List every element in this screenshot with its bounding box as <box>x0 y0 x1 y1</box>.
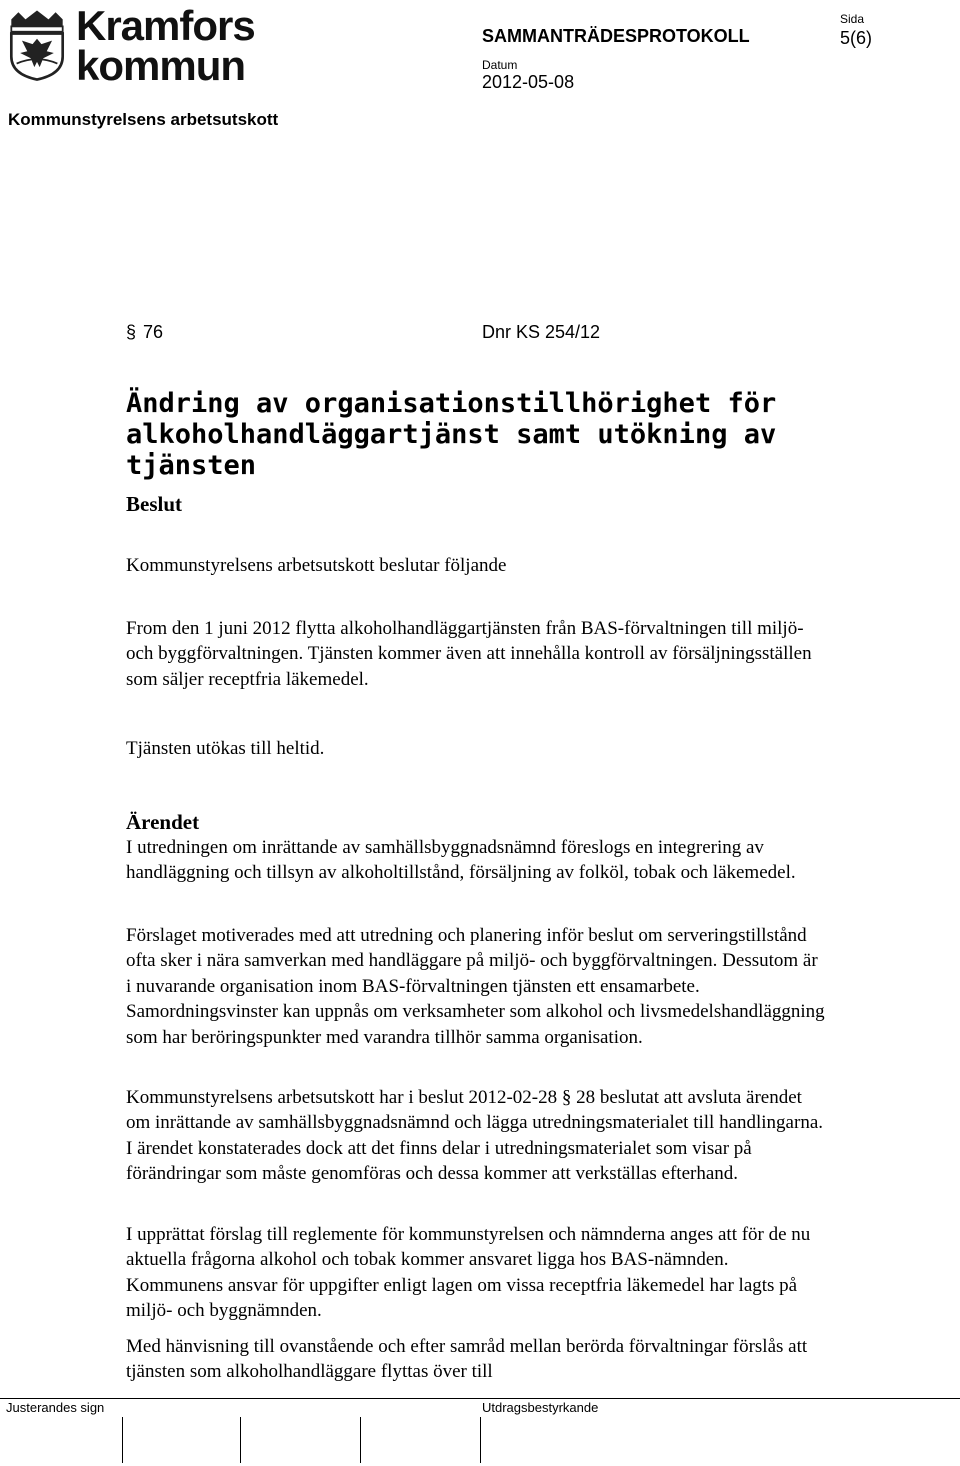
page-number: 5(6) <box>840 28 873 48</box>
beslut-intro: Kommunstyrelsens arbetsutskott beslutar följande <box>126 555 507 576</box>
arendet-paragraph-5: Med hänvisning till ovanstående och efter samråd mellan berörda förvaltningar förslås att tjänsten som alkoholhandläggare flyttas över till <box>126 1336 808 1383</box>
logo-text-line2: kommun <box>76 42 246 89</box>
page-title: Ändring av organisationstillhörighet för alkoholhandläggartjänst samt utökning av tjänsten <box>126 388 777 481</box>
committee-name: Kommunstyrelsens arbetsutskott <box>8 110 279 129</box>
signature-box-divider <box>360 1417 361 1463</box>
page-label: Sida <box>840 12 865 26</box>
beslut-heading: Beslut <box>126 492 183 516</box>
signature-box-divider <box>480 1417 481 1463</box>
arendet-paragraph-1: I utredningen om inrättande av samhällsbyggnadsnämnd föreslogs en integrering av handläggning och tillsyn av alkoholtillstånd, försäljning av folköl, tobak och läkemedel. <box>126 837 796 884</box>
signature-box-divider <box>240 1417 241 1463</box>
arendet-heading: Ärendet <box>126 810 200 834</box>
paragraph-sign: § <box>126 322 137 342</box>
footer-divider <box>0 1398 960 1399</box>
utdragsbestyrkande-label: Utdragsbestyrkande <box>482 1400 599 1415</box>
arendet-paragraph-2: Förslaget motiverades med att utredning och planering inför beslut om serveringstillstånd ofta sker i nära samverkan med handläggare på miljö- och byggförvaltningen. Dessutom är i nuvarande organisation inom BAS-förvaltningen tjänsten ett ensamarbete. Samordningsvinster kan uppnås om verksamheter som alkohol och livsmedelshandläggning som har beröringspunkter med varandra tillhör samma organisation. <box>126 925 825 1048</box>
date-label: Datum <box>482 58 518 72</box>
section-number-value: 76 <box>143 322 164 342</box>
arendet-paragraph-4: I upprättat förslag till reglemente för kommunstyrelsen och nämnderna anges att för de nu aktuella frågorna alkohol och tobak kommer ansvaret ligga hos BAS-nämnden. Kommunens ansvar för uppgifter enligt lagen om vissa receptfria läkemedel har lagts på miljö- och byggnämnden. <box>126 1224 811 1322</box>
document-type: SAMMANTRÄDESPROTOKOLL <box>482 26 750 46</box>
meeting-date: 2012-05-08 <box>482 72 575 92</box>
beslut-paragraph-2: Tjänsten utökas till heltid. <box>126 738 325 759</box>
logo-text-line1: Kramfors <box>76 2 255 49</box>
kramfors-coat-of-arms-logo <box>6 8 68 82</box>
signature-box-divider <box>122 1417 123 1463</box>
justerandes-sign-label: Justerandes sign <box>6 1400 105 1415</box>
section-number <box>126 322 163 343</box>
diary-number: Dnr KS 254/12 <box>482 322 601 342</box>
beslut-paragraph-1: From den 1 juni 2012 flytta alkoholhandläggartjänsten från BAS-förvaltningen till miljö- och byggförvaltningen. Tjänsten kommer även att innehålla kontroll av försäljningsställen som säljer receptfria läkemedel. <box>126 618 812 690</box>
arendet-paragraph-3: Kommunstyrelsens arbetsutskott har i beslut 2012-02-28 § 28 beslutat att avsluta ärendet om inrättande av samhällsbyggnadsnämnd och lägga utredningsmaterialet till handlingarna. I ärendet konstaterades dock att det finns delar i utredningsmaterialet som visar på förändringar som måste genomföras och dessa kommer att verkställas efterhand. <box>126 1087 823 1185</box>
